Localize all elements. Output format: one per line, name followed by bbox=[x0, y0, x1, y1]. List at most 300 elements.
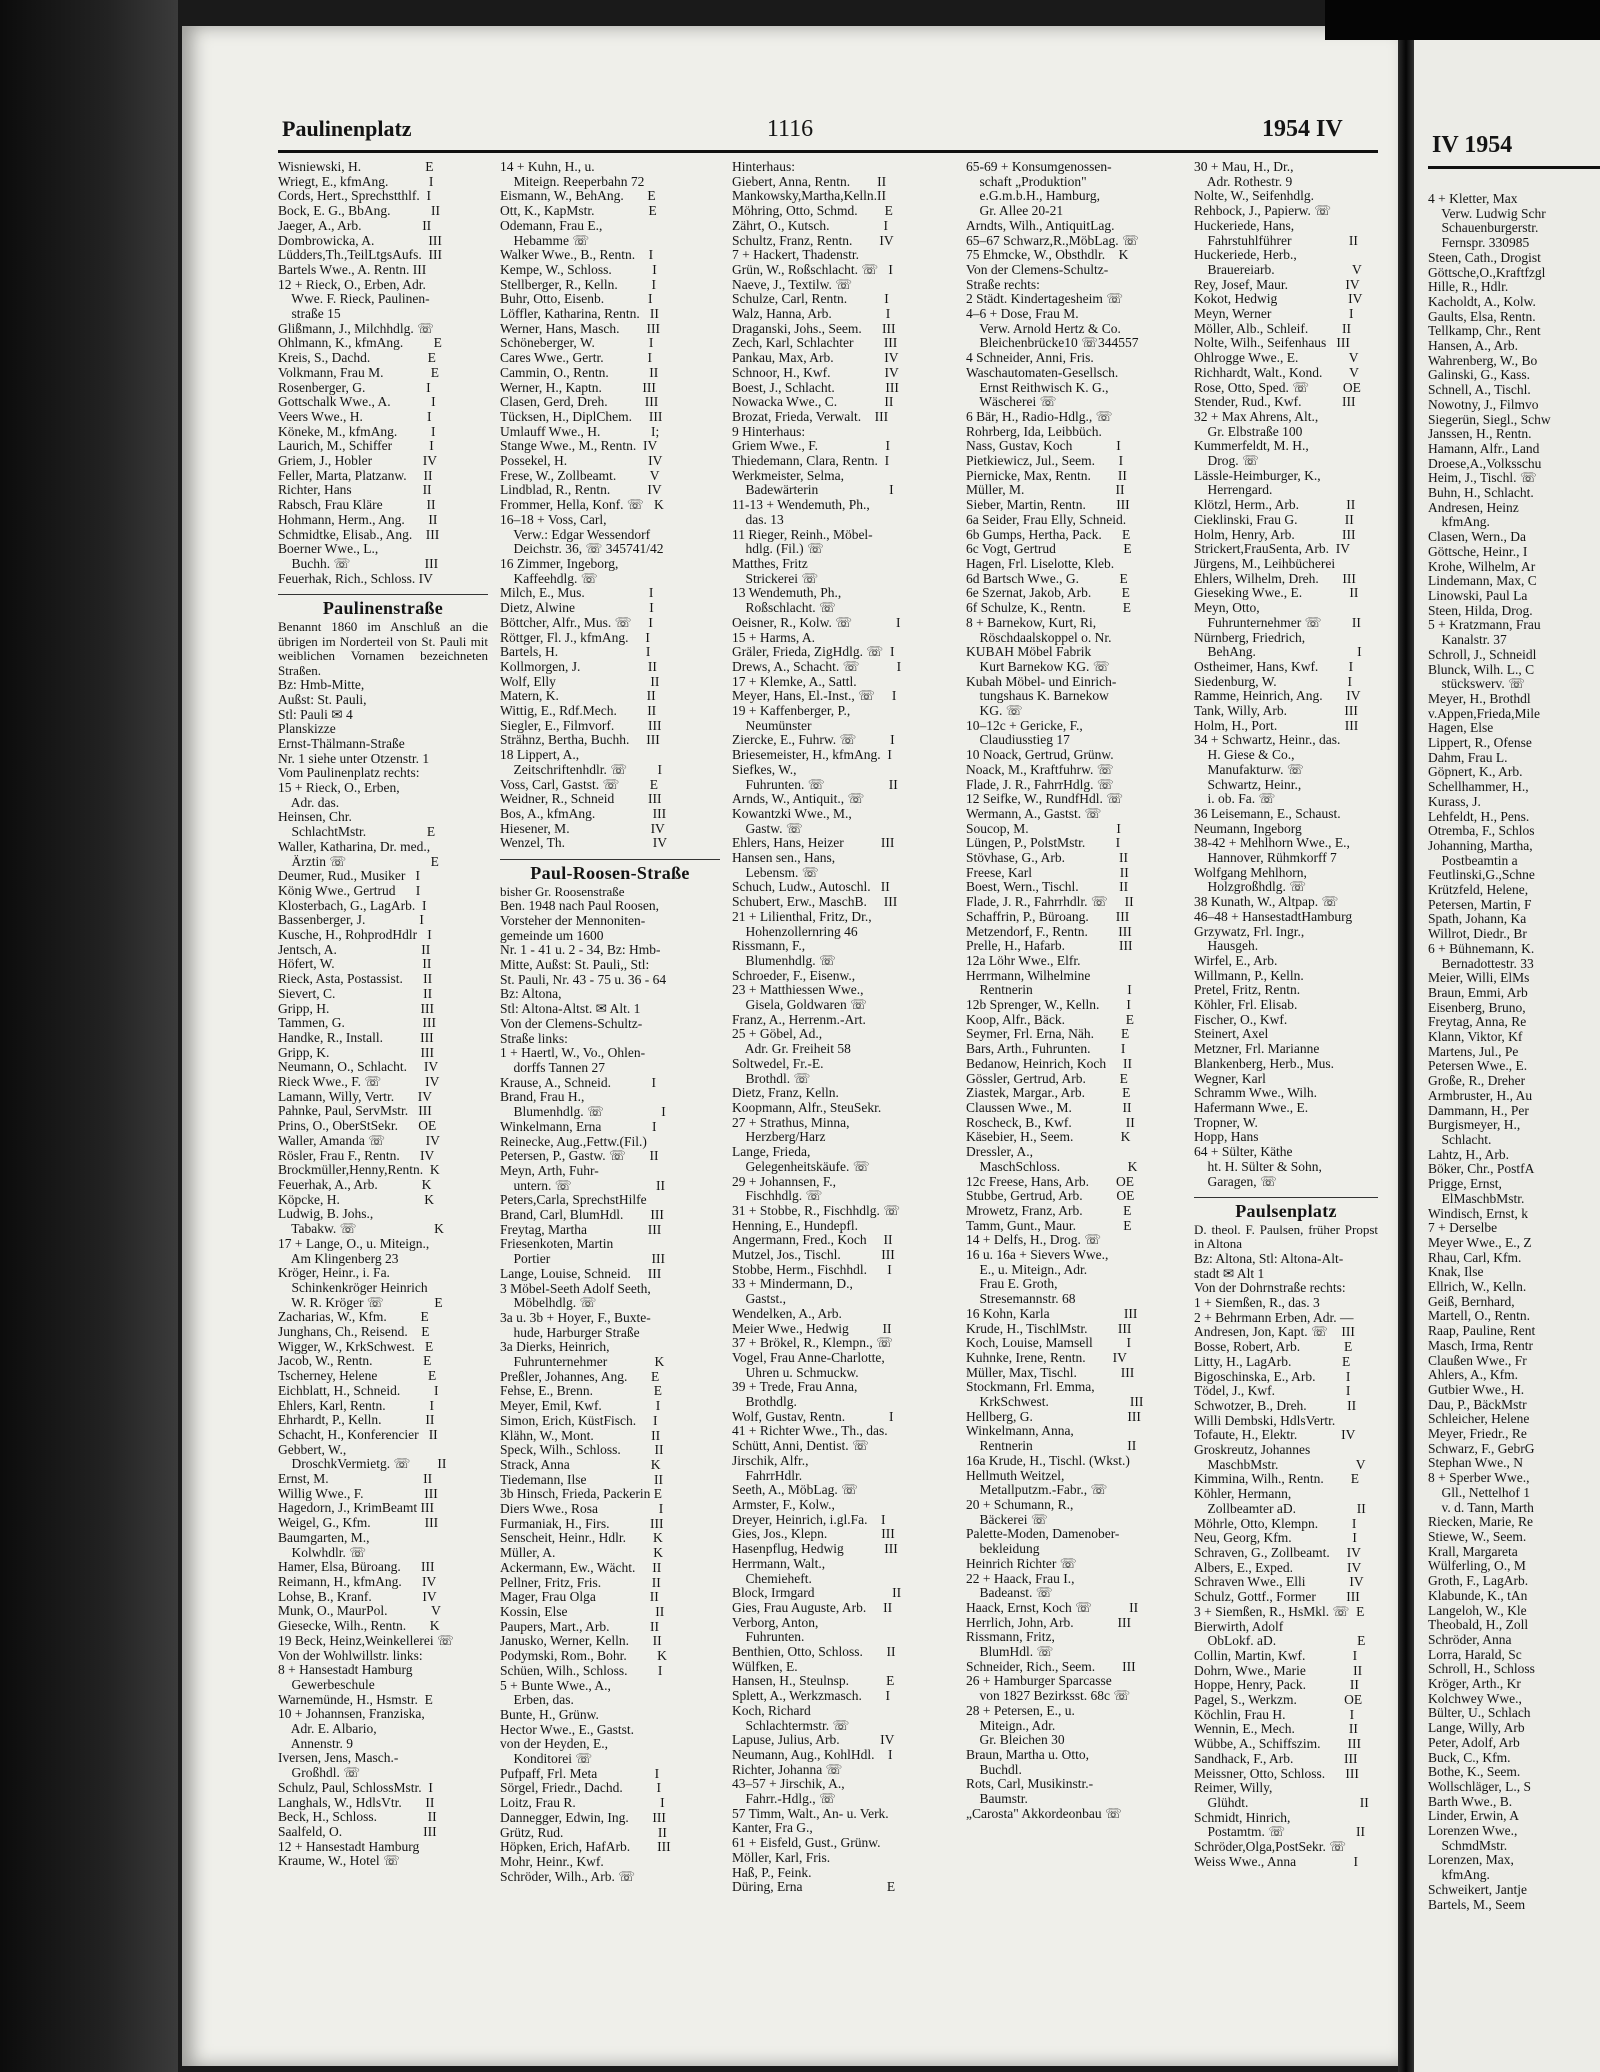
directory-entry: Nowacka Wwe., C. II bbox=[732, 395, 894, 410]
directory-entry: Von der Clemens-Schultz- bbox=[966, 262, 1109, 277]
directory-entry: Schröder, Anna bbox=[1428, 1632, 1512, 1647]
directory-entry: Weidner, R., Schneid III bbox=[500, 792, 662, 807]
directory-entry: Kolchwey Wwe., bbox=[1428, 1691, 1522, 1706]
directory-entry: Stl: Pauli ✉ 4 bbox=[278, 707, 353, 722]
directory-entry: Neumann, O., Schlacht. IV bbox=[278, 1060, 439, 1075]
directory-entry: Matern, K. II bbox=[500, 689, 656, 704]
directory-entry: Buhn, H., Schlacht. bbox=[1428, 486, 1534, 501]
directory-entry: 3 Möbel-Seeth Adolf Seeth, bbox=[500, 1281, 651, 1296]
directory-entry: Dohrn, Wwe., Marie II bbox=[1194, 1663, 1363, 1678]
directory-entry: 8 + Sperber Wwe., bbox=[1428, 1471, 1530, 1486]
directory-entry: Schneider, Rich., Seem. III bbox=[966, 1659, 1136, 1674]
directory-entry: Cares Wwe., Gertr. I bbox=[500, 351, 652, 366]
directory-entry: 15 + Harms, A. bbox=[732, 630, 815, 645]
directory-entry: Lohse, B., Kranf. IV bbox=[278, 1589, 437, 1604]
directory-entry: Loitz, Frau R. I bbox=[500, 1796, 665, 1811]
directory-entry: Griem Wwe., F. I bbox=[732, 439, 891, 454]
directory-entry: W. R. Kröger ☏ E bbox=[278, 1295, 443, 1310]
directory-entry: Gaults, Elsa, Rentn. bbox=[1428, 309, 1536, 324]
directory-entry: Giesecke, Wilh., Rentn. K bbox=[278, 1619, 440, 1634]
directory-entry: Hille, R., Hdlr. bbox=[1428, 280, 1509, 295]
directory-entry: Dannegger, Edwin, Ing. III bbox=[500, 1810, 666, 1825]
directory-entry: Jaeger, A., Arb. II bbox=[278, 218, 432, 233]
section-title: Paulsenplatz bbox=[1194, 1197, 1378, 1219]
directory-entry: 16 u. 16a + Sievers Wwe., bbox=[966, 1248, 1109, 1263]
directory-entry: Kanter, Fra G., bbox=[732, 1821, 813, 1836]
directory-entry: Prelle, H., Hafarb. III bbox=[966, 939, 1133, 954]
directory-entry: Adr. E. Albario, bbox=[278, 1722, 377, 1737]
directory-entry: stückswerv. ☏ bbox=[1428, 677, 1525, 692]
directory-entry: Meyer, H., Brothdl bbox=[1428, 691, 1531, 706]
directory-entry: Andresen, Heinz bbox=[1428, 500, 1519, 515]
directory-entry: Herrmann, Walt., bbox=[732, 1556, 826, 1571]
directory-entry: Schüen, Wilh., Schloss. I bbox=[500, 1663, 663, 1678]
directory-entry: Armbruster, H., Au bbox=[1428, 1088, 1533, 1103]
directory-entry: Herrmann, Wilhelmine bbox=[966, 968, 1091, 983]
directory-entry: Ostheimer, Hans, Kwf. I bbox=[1194, 659, 1354, 674]
directory-entry: Lorenzen Wwe., bbox=[1428, 1824, 1518, 1839]
directory-entry: Schleicher, Helene bbox=[1428, 1412, 1530, 1427]
directory-entry: Straße rechts: bbox=[966, 277, 1040, 292]
directory-entry: Tofaute, H., Elektr. IV bbox=[1194, 1428, 1356, 1443]
directory-entry: Portier III bbox=[500, 1252, 665, 1267]
directory-entry: Willrot, Diedr., Br bbox=[1428, 927, 1527, 942]
directory-entry: Möller, Karl, Fris. bbox=[732, 1850, 831, 1865]
directory-entry: Klähn, W., Mont. II bbox=[500, 1428, 661, 1443]
directory-entry: Rieck Wwe., F. ☏ IV bbox=[278, 1075, 440, 1090]
directory-entry: Postbeamtin a bbox=[1428, 853, 1518, 868]
directory-entry: Rosenberger, G. I bbox=[278, 380, 431, 395]
directory-entry: Tammen, G. III bbox=[278, 1016, 437, 1031]
column-1 bbox=[278, 160, 488, 2020]
directory-entry: Hagedorn, J., KrimBeamt III bbox=[278, 1501, 434, 1516]
directory-entry: Bülter, U., Schlach bbox=[1428, 1706, 1531, 1721]
directory-entry: Blunck, Wilh. L., C bbox=[1428, 662, 1535, 677]
directory-entry: Müller, M. II bbox=[966, 483, 1125, 498]
directory-entry: Pankau, Max, Arb. IV bbox=[732, 351, 899, 366]
directory-entry: Ernst-Thälmann-Straße bbox=[278, 736, 405, 751]
directory-entry: Neu, Georg, Kfm. I bbox=[1194, 1531, 1357, 1546]
directory-entry: Kurt Barnekow KG. ☏ bbox=[966, 659, 1110, 674]
directory-entry: 5 + Bunte Wwe., A., bbox=[500, 1678, 611, 1693]
directory-entry: Groskreutz, Johannes bbox=[1194, 1443, 1311, 1458]
directory-entry: Straße links: bbox=[500, 1031, 568, 1046]
book-gutter bbox=[1398, 0, 1414, 2072]
directory-entry: 12 + Hansestadt Hamburg bbox=[278, 1839, 420, 1854]
directory-entry: 39 + Trede, Frau Anna, bbox=[732, 1380, 858, 1395]
directory-entry: Krohe, Wilhelm, Ar bbox=[1428, 559, 1536, 574]
directory-entry: Dressler, A., bbox=[966, 1145, 1033, 1160]
directory-entry: Manufakturw. ☏ bbox=[1194, 762, 1304, 777]
directory-entry: Garagen, ☏ bbox=[1194, 1174, 1277, 1189]
directory-entry: Dammann, H., Per bbox=[1428, 1103, 1529, 1118]
directory-entry: Von der Clemens-Schultz- bbox=[500, 1016, 643, 1031]
directory-entry: 3a Dierks, Heinrich, bbox=[500, 1340, 610, 1355]
directory-entry: Krützfeld, Helene, bbox=[1428, 883, 1529, 898]
directory-entry: Holm, Henry, Arb. III bbox=[1194, 527, 1356, 542]
directory-entry: Köpcke, H. K bbox=[278, 1192, 434, 1207]
directory-entry: Brand, Frau H., bbox=[500, 1090, 585, 1105]
directory-entry: Postamtm. ☏ II bbox=[1194, 1825, 1366, 1840]
directory-entry: Strickert,FrauSenta, Arb. IV bbox=[1194, 542, 1350, 557]
directory-entry: 4–6 + Dose, Frau M. bbox=[966, 307, 1079, 322]
directory-entry: Nolte, W., Seifenhdlg. bbox=[1194, 189, 1314, 204]
directory-page bbox=[182, 26, 1398, 2066]
entry-list bbox=[500, 160, 720, 851]
section-title: Paulinenstraße bbox=[278, 594, 488, 616]
directory-entry: Richter, Hans II bbox=[278, 483, 432, 498]
directory-entry: Janusko, Werner, Kelln. II bbox=[500, 1634, 662, 1649]
facing-header-rule bbox=[1428, 166, 1600, 169]
directory-entry: Vom Paulinenplatz rechts: bbox=[278, 766, 420, 781]
directory-entry: Richhardt, Walt., Kond. V bbox=[1194, 365, 1359, 380]
directory-entry: 4 Schneider, Anni, Fris. bbox=[966, 351, 1094, 366]
directory-entry: Siegerün, Siegl., Schw bbox=[1428, 412, 1551, 427]
directory-entry: Winkelmann, Erna I bbox=[500, 1119, 657, 1134]
directory-entry: 13 Wendemuth, Ph., bbox=[732, 586, 842, 601]
column-5 bbox=[1194, 160, 1378, 2020]
directory-entry: Mrowetz, Franz, Arb. E bbox=[966, 1203, 1132, 1218]
directory-entry: Schulz, Gottf., Former III bbox=[1194, 1590, 1360, 1605]
directory-entry: Bassenberger, J. I bbox=[278, 913, 424, 928]
directory-entry: Schmidtke, Elisab., Ang. III bbox=[278, 527, 440, 542]
directory-entry: Weigel, G., Kfm. III bbox=[278, 1516, 439, 1531]
column-3 bbox=[732, 160, 954, 2020]
directory-entry: 34 + Schwartz, Heinr., das. bbox=[1194, 733, 1341, 748]
description-lines bbox=[1194, 1252, 1378, 1311]
directory-entry: Kreis, S., Dachd. E bbox=[278, 351, 436, 366]
directory-entry: Konditorei ☏ bbox=[500, 1752, 593, 1767]
directory-entry: Pufpaff, Frl. Meta I bbox=[500, 1766, 660, 1781]
directory-entry: Kusche, H., RohprodHdlr I bbox=[278, 928, 432, 943]
directory-entry: Feller, Marta, Platzanw. II bbox=[278, 468, 433, 483]
directory-entry: Tücksen, H., DiplChem. III bbox=[500, 409, 663, 424]
directory-entry: Neumann, Ingeborg bbox=[1194, 821, 1302, 836]
directory-entry: Tiedemann, Ilse II bbox=[500, 1472, 663, 1487]
directory-entry: Palette-Moden, Damenober- bbox=[966, 1527, 1120, 1542]
directory-entry: Rhau, Carl, Kfm. bbox=[1428, 1250, 1522, 1265]
directory-entry: Bock, E. G., BbAng. II bbox=[278, 204, 440, 219]
directory-entry: Linowski, Paul La bbox=[1428, 588, 1528, 603]
directory-entry: Feutlinski,G.,Schne bbox=[1428, 868, 1535, 883]
directory-entry: Bz: Altona, bbox=[500, 987, 562, 1002]
directory-entry: Braun, Emmi, Arb bbox=[1428, 985, 1528, 1000]
scan-background-left bbox=[0, 0, 178, 2072]
directory-entry: Schacht, H., Konferencier II bbox=[278, 1427, 438, 1442]
directory-entry: 8 + Hansestadt Hamburg bbox=[278, 1663, 413, 1678]
directory-entry: Zeitschriftenhdlr. ☏ I bbox=[500, 762, 662, 777]
directory-entry: Cieklinski, Frau G. II bbox=[1194, 512, 1354, 527]
directory-entry: 57 Timm, Walt., An- u. Verk. bbox=[732, 1806, 889, 1821]
directory-entry: Schauenburgerstr. bbox=[1428, 221, 1539, 236]
directory-entry: Kubah Möbel- und Einrich- bbox=[966, 674, 1117, 689]
directory-entry: Frese, W., Zollbeamt. V bbox=[500, 468, 660, 483]
directory-entry: Annenstr. 9 bbox=[278, 1736, 354, 1751]
directory-entry: Bäckerei ☏ bbox=[966, 1512, 1048, 1527]
directory-entry: Zech, Karl, Schlachter III bbox=[732, 336, 898, 351]
entry-list bbox=[1428, 192, 1600, 1912]
directory-entry: Clasen, Gerd, Dreh. III bbox=[500, 395, 659, 410]
directory-entry: Langhals, W., HdlsVtr. II bbox=[278, 1795, 435, 1810]
directory-entry: Deichstr. 36, ☏ 345741/42 bbox=[500, 542, 664, 557]
directory-entry: kfmAng. bbox=[1428, 515, 1490, 530]
directory-entry: Verborg, Anton, bbox=[732, 1615, 819, 1630]
directory-entry: 19 Beck, Heinz,Weinkellerei ☏ bbox=[278, 1633, 454, 1648]
header-year-volume: 1954 IV bbox=[1262, 116, 1343, 142]
directory-entry: Strickerei ☏ bbox=[732, 571, 819, 586]
directory-entry: Höfert, W. II bbox=[278, 957, 432, 972]
directory-entry: 7 + Hackert, Thadenstr. bbox=[732, 248, 859, 263]
directory-entry: Senscheit, Heinr., Hdlr. K bbox=[500, 1531, 663, 1546]
directory-entry: Briesemeister, H., kfmAng. I bbox=[732, 748, 892, 763]
directory-entry: Prins, O., OberStSekr. OE bbox=[278, 1119, 437, 1134]
directory-entry: 6 Bär, H., Radio-Hdlg., ☏ bbox=[966, 409, 1113, 424]
directory-entry: Lorenzen, Max, bbox=[1428, 1853, 1514, 1868]
directory-entry: E., u. Miteign., Adr. bbox=[966, 1262, 1088, 1277]
directory-entry: Mager, Frau Olga II bbox=[500, 1590, 659, 1605]
directory-entry: Schroll, H., Schloss bbox=[1428, 1662, 1535, 1677]
directory-entry: Göttsche, Heinr., I bbox=[1428, 544, 1528, 559]
directory-entry: Collin, Martin, Kwf. I bbox=[1194, 1648, 1358, 1663]
directory-entry: Buhr, Otto, Eisenb. I bbox=[500, 292, 653, 307]
directory-entry: 6b Gumps, Hertha, Pack. E bbox=[966, 527, 1131, 542]
directory-entry: Schlachtermstr. ☏ bbox=[732, 1718, 850, 1733]
directory-entry: Schnoor, H., Kwf. IV bbox=[732, 365, 899, 380]
directory-entry: Kowantzki Wwe., M., bbox=[732, 806, 852, 821]
directory-entry: Gebbert, W., bbox=[278, 1442, 347, 1457]
directory-entry: Petersen Wwe., E. bbox=[1428, 1059, 1528, 1074]
directory-entry: Claussen Wwe., M. II bbox=[966, 1101, 1132, 1115]
directory-entry: Koopmann, Alfr., SteuSekr. bbox=[732, 1101, 882, 1115]
directory-entry: Meyer, Friedr., Re bbox=[1428, 1427, 1527, 1442]
directory-entry: Janssen, H., Rentn. bbox=[1428, 427, 1532, 442]
directory-entry: Verw. Ludwig Schr bbox=[1428, 206, 1546, 221]
directory-entry: Wigger, W., KrkSchwest. E bbox=[278, 1339, 434, 1354]
directory-entry: Dau, P., BäckMstr bbox=[1428, 1397, 1527, 1412]
directory-entry: Kaffeehdlg. ☏ bbox=[500, 571, 598, 586]
directory-entry: Haß, P., Feink. bbox=[732, 1865, 812, 1880]
directory-entry: St. Pauli, Nr. 43 - 75 u. 36 - 64 bbox=[500, 972, 667, 987]
directory-entry: Vogel, Frau Anne-Charlotte, bbox=[732, 1350, 885, 1365]
directory-entry: Gr. Bleichen 30 bbox=[966, 1733, 1065, 1748]
directory-entry: Warnemünde, H., Hsmstr. E bbox=[278, 1692, 433, 1707]
directory-entry: 37 + Brökel, R., Klempn., ☏ bbox=[732, 1336, 893, 1351]
directory-entry: Bunte, H., Grünw. bbox=[500, 1707, 599, 1722]
directory-entry: Hamann, Alfr., Land bbox=[1428, 441, 1540, 456]
directory-entry: Schaffrin, P., Büroang. III bbox=[966, 909, 1130, 924]
directory-entry: Strack, Anna K bbox=[500, 1457, 661, 1472]
directory-entry: Munk, O., MaurPol. V bbox=[278, 1604, 441, 1619]
directory-entry: Hansen sen., Hans, bbox=[732, 851, 836, 866]
directory-entry: Herrlich, John, Arb. III bbox=[966, 1615, 1131, 1630]
directory-entry: i. ob. Fa. ☏ bbox=[1194, 792, 1276, 807]
directory-entry: Köneke, M., kfmAng. I bbox=[278, 424, 436, 439]
directory-entry: Köhler, Frl. Elisab. bbox=[1194, 998, 1298, 1013]
directory-entry: Hausgeh. bbox=[1194, 939, 1259, 954]
directory-entry: Draganski, Johs., Seem. III bbox=[732, 321, 896, 336]
directory-entry: Lindblad, R., Rentn. IV bbox=[500, 483, 662, 498]
directory-entry: Schultz, Franz, Rentn. IV bbox=[732, 233, 894, 248]
directory-entry: 27 + Strathus, Minna, bbox=[732, 1115, 850, 1130]
directory-entry: Blumenhdlg. ☏ bbox=[732, 953, 836, 968]
directory-entry: Zacharias, W., Kfm. E bbox=[278, 1310, 429, 1325]
directory-entry: 65-69 + Konsumgenossen- bbox=[966, 160, 1112, 174]
directory-entry: Stange Wwe., M., Rentn. IV bbox=[500, 439, 658, 454]
directory-entry: Kanalstr. 37 bbox=[1428, 633, 1507, 648]
directory-entry: Pietkiewicz, Jul., Seem. I bbox=[966, 454, 1124, 469]
directory-entry: Röttger, Fl. J., kfmAng. I bbox=[500, 630, 650, 645]
directory-entry: Frau E. Groth, bbox=[966, 1277, 1058, 1292]
directory-entry: Lange, Louise, Schneid. III bbox=[500, 1266, 662, 1281]
directory-entry: Angermann, Fred., Koch II bbox=[732, 1233, 893, 1248]
directory-entry: Waller, Katharina, Dr. med., bbox=[278, 839, 431, 854]
directory-entry: Nolte, Wilh., Seifenhaus III bbox=[1194, 336, 1350, 351]
directory-entry: 6 + Bühnemann, K. bbox=[1428, 941, 1535, 956]
directory-entry: Gripp, H. III bbox=[278, 1001, 434, 1016]
directory-entry: Ellrich, W., Kelln. bbox=[1428, 1280, 1527, 1295]
directory-entry: Martens, Jul., Pe bbox=[1428, 1044, 1519, 1059]
directory-entry: Tellkamp, Chr., Rent bbox=[1428, 324, 1541, 339]
directory-entry: Flade, J. R., FahrrHdlg. ☏ bbox=[966, 777, 1114, 792]
directory-entry: Meyn, Arth, Fuhr- bbox=[500, 1163, 599, 1178]
directory-entry: dorffs Tannen 27 bbox=[500, 1060, 606, 1075]
directory-entry: Rehbock, J., Papierw. ☏ bbox=[1194, 204, 1332, 219]
directory-entry: 12a Löhr Wwe., Elfr. bbox=[966, 953, 1081, 968]
directory-entry: Rots, Carl, Musikinstr.- bbox=[966, 1777, 1094, 1792]
directory-entry: Löffler, Katharina, Rentn. II bbox=[500, 307, 659, 322]
directory-entry: 16–18 + Voss, Carl, bbox=[500, 512, 607, 527]
directory-entry: Lüdders,Th.,TeilLtgsAufs. III bbox=[278, 248, 443, 263]
directory-entry: Rieck, Asta, Postassist. II bbox=[278, 972, 433, 987]
directory-entry: Meyn, Werner I bbox=[1194, 307, 1354, 322]
directory-entry: Armster, F., Kolw., bbox=[732, 1497, 835, 1512]
column-4 bbox=[966, 160, 1182, 2020]
directory-entry: 11-13 + Wendemuth, Ph., bbox=[732, 498, 870, 513]
entry-list bbox=[500, 1046, 720, 1884]
directory-entry: Gräler, Frieda, ZigHdlg. ☏ I bbox=[732, 645, 895, 660]
directory-entry: gemeinde um 1600 bbox=[500, 928, 604, 943]
directory-entry: Klann, Viktor, Kf bbox=[1428, 1030, 1523, 1045]
directory-entry: Voss, Carl, Gastst. ☏ E bbox=[500, 777, 659, 792]
entry-list bbox=[278, 160, 488, 586]
directory-entry: Adr. Gr. Freiheit 58 bbox=[732, 1042, 851, 1057]
directory-entry: Tödel, J., Kwf. I bbox=[1194, 1384, 1351, 1399]
directory-entry: Gisela, Goldwaren ☏ bbox=[732, 998, 867, 1013]
directory-entry: Hansen, H., Steulnsp. E bbox=[732, 1674, 895, 1689]
directory-entry: Möbelhdlg. ☏ bbox=[500, 1296, 597, 1311]
description-lines bbox=[500, 899, 720, 1046]
directory-entry: Willi Dembski, HdlsVertr. bbox=[1194, 1413, 1336, 1428]
directory-entry: Krause, A., Schneid. I bbox=[500, 1075, 656, 1090]
directory-entry: Krall, Margareta bbox=[1428, 1544, 1518, 1559]
directory-entry: DroschkVermietg. ☏ II bbox=[278, 1457, 447, 1472]
directory-entry: Meyer, Hans, El.-Inst., ☏ I bbox=[732, 689, 897, 704]
directory-entry: 38 Kunath, W., Altpap. ☏ bbox=[1194, 895, 1339, 910]
directory-entry: Gies, Jos., Klepn. III bbox=[732, 1527, 895, 1542]
directory-entry: Verw. Arnold Hertz & Co. bbox=[966, 321, 1121, 336]
directory-entry: Gll., Nettelhof 1 bbox=[1428, 1485, 1530, 1500]
directory-entry: Gottschalk Wwe., A. I bbox=[278, 395, 436, 410]
directory-entry: 1 + Siemßen, R., das. 3 bbox=[1194, 1296, 1320, 1311]
directory-entry: Iversen, Jens, Masch.- bbox=[278, 1751, 399, 1766]
directory-entry: Stellberger, R., Kelln. I bbox=[500, 277, 656, 292]
directory-entry: Rentnerin II bbox=[966, 1439, 1137, 1454]
directory-entry: Deumer, Rud., Musiker I bbox=[278, 869, 420, 884]
directory-entry: Gies, Frau Auguste, Arb. II bbox=[732, 1600, 893, 1615]
directory-entry: 20 + Schumann, R., bbox=[966, 1497, 1074, 1512]
directory-entry: Wollschläger, L., S bbox=[1428, 1779, 1531, 1794]
directory-entry: Meier Wwe., Hedwig II bbox=[732, 1321, 892, 1336]
directory-entry: Rose, Otto, Sped. ☏ OE bbox=[1194, 380, 1361, 395]
directory-entry: Zährt, O., Kutsch. I bbox=[732, 218, 888, 233]
directory-entry: Riecken, Marie, Re bbox=[1428, 1515, 1533, 1530]
directory-entry: Schellhammer, H., bbox=[1428, 780, 1529, 795]
directory-entry: Wennin, E., Mech. II bbox=[1194, 1722, 1358, 1737]
directory-entry: Ramme, Heinrich, Ang. IV bbox=[1194, 689, 1361, 704]
directory-entry: Cords, Hert., Sprechstthlf. I bbox=[278, 189, 431, 204]
directory-entry: 25 + Göbel, Ad., bbox=[732, 1027, 823, 1042]
directory-entry: Spath, Johann, Ka bbox=[1428, 912, 1527, 927]
directory-entry: Brothdlg. bbox=[732, 1395, 797, 1410]
directory-entry: Göttsche,O.,Kraftfzgl bbox=[1428, 265, 1546, 280]
directory-entry: Bosse, Robert, Arb. E bbox=[1194, 1340, 1353, 1355]
directory-entry: Siegler, E., Filmvorf. III bbox=[500, 718, 662, 733]
directory-entry: Wwe. F. Rieck, Paulinen- bbox=[278, 292, 430, 307]
page-header bbox=[182, 86, 1398, 146]
directory-entry: Schroeder, F., Eisenw., bbox=[732, 968, 856, 983]
directory-entry: Thiedemann, Clara, Rentn. I bbox=[732, 454, 890, 469]
directory-entry: Reimann, H., kfmAng. IV bbox=[278, 1574, 437, 1589]
directory-entry: 6d Bartsch Wwe., G. E bbox=[966, 571, 1128, 586]
directory-entry: Schwarz, F., GebrG bbox=[1428, 1441, 1535, 1456]
directory-entry: Windisch, Ernst, k bbox=[1428, 1206, 1528, 1221]
directory-entry: Noack, M., Kraftfuhrw. ☏ bbox=[966, 762, 1114, 777]
directory-entry: Ehrhardt, P., Kelln. II bbox=[278, 1413, 435, 1428]
directory-entry: Möller, Alb., Schleif. II bbox=[1194, 321, 1351, 336]
directory-entry: Possekel, H. IV bbox=[500, 454, 663, 469]
directory-entry: Bz: Hmb-Mitte, bbox=[278, 678, 365, 693]
facing-page-header: IV 1954 bbox=[1432, 132, 1513, 158]
directory-entry: 16 Kohn, Karla III bbox=[966, 1306, 1138, 1321]
directory-entry: Petersen, Martin, F bbox=[1428, 897, 1532, 912]
directory-entry: Arndts, Wilh., AntiquitLag. bbox=[966, 218, 1115, 233]
directory-entry: 16 Zimmer, Ingeborg, bbox=[500, 556, 619, 571]
directory-entry: Wriegt, E., kfmAng. I bbox=[278, 174, 434, 189]
directory-entry: Waschautomaten-Gesellsch. bbox=[966, 365, 1119, 380]
directory-entry: ObLokf. aD. E bbox=[1194, 1634, 1366, 1649]
section-description: bisher Gr. Roosenstraße bbox=[500, 883, 625, 899]
directory-entry: Miteign., Adr. bbox=[966, 1718, 1056, 1733]
directory-entry: Jacob, W., Rentn. E bbox=[278, 1354, 432, 1369]
directory-entry: Gripp, K. III bbox=[278, 1045, 434, 1060]
directory-entry: 2 + Behrmann Erben, Adr. — bbox=[1194, 1310, 1354, 1325]
column-2 bbox=[500, 160, 720, 2020]
directory-entry: Hellberg, G. III bbox=[966, 1409, 1141, 1424]
directory-entry: Wittig, E., Rdf.Mech. II bbox=[500, 704, 657, 719]
directory-entry: 17 + Klemke, A., Sattl. bbox=[732, 674, 857, 689]
directory-entry: Pellner, Fritz, Fris. II bbox=[500, 1575, 661, 1590]
directory-entry: Kokot, Hedwig IV bbox=[1194, 292, 1363, 307]
directory-entry: Metzner, Frl. Marianne bbox=[1194, 1042, 1320, 1057]
directory-entry: Metzendorf, F., Rentn. III bbox=[966, 924, 1132, 939]
directory-entry: BlumHdl. ☏ bbox=[966, 1645, 1054, 1660]
directory-entry: Wenzel, Th. IV bbox=[500, 836, 668, 851]
directory-entry: Rösler, Frau F., Rentn. IV bbox=[278, 1148, 435, 1163]
directory-entry: Pagel, S., Werkzm. OE bbox=[1194, 1693, 1363, 1708]
directory-entry: Stephan Wwe., N bbox=[1428, 1456, 1523, 1471]
directory-entry: Hebamme ☏ bbox=[500, 233, 590, 248]
directory-entry: Chemieheft. bbox=[732, 1571, 812, 1586]
